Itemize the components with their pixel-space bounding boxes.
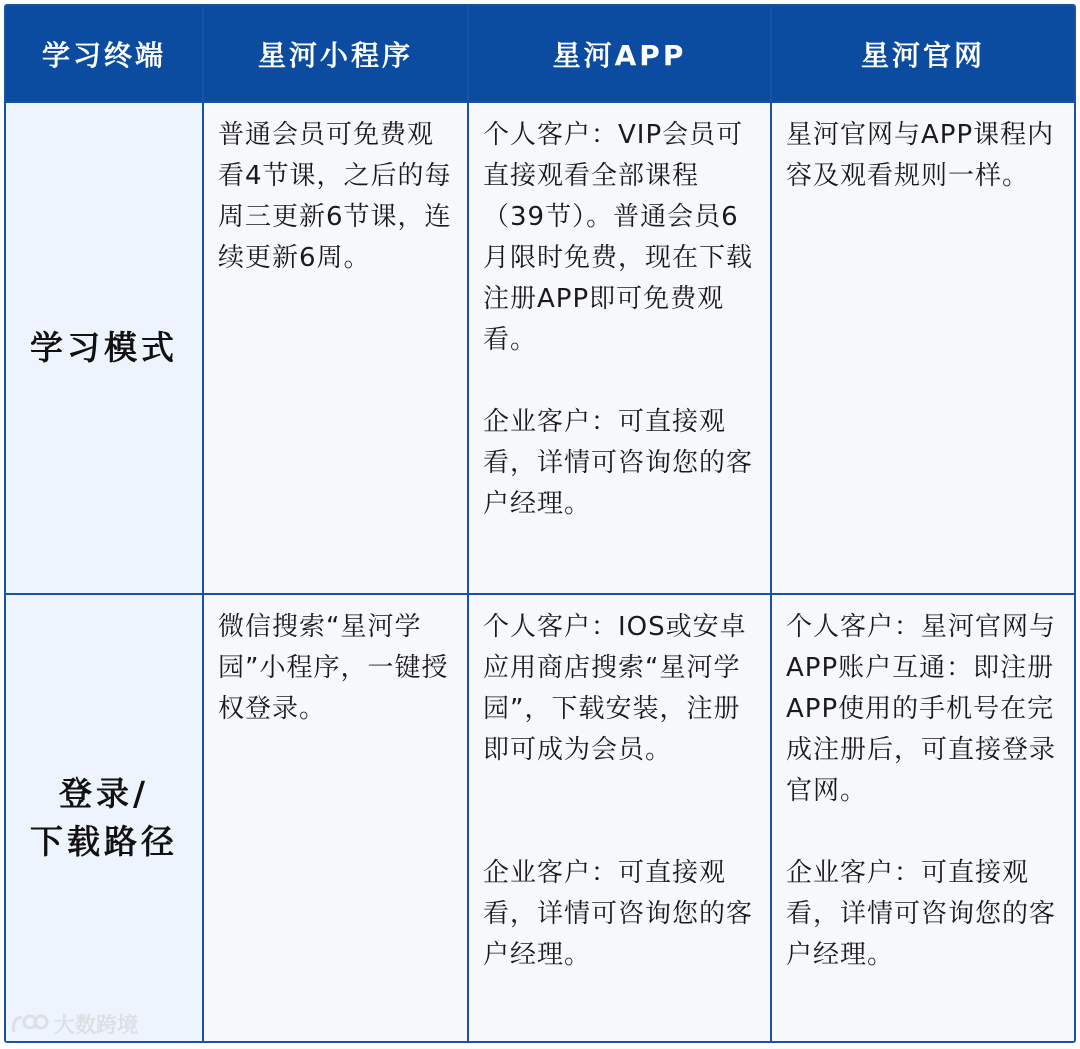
header-website: 星河官网 bbox=[771, 6, 1074, 102]
cell-study-mode-mini-program bbox=[203, 102, 468, 594]
watermark bbox=[10, 1009, 138, 1039]
header-terminal: 学习终端 bbox=[6, 6, 203, 102]
row-study-mode bbox=[6, 102, 1074, 594]
watermark-logo-icon bbox=[10, 1012, 50, 1036]
cell-text: 普通会员可免费观看4节课，之后的每周三更新6节课，连续更新6周。 bbox=[218, 120, 452, 273]
row-label-login-download bbox=[6, 594, 203, 1041]
cell-text: 企业客户：可直接观看，详情可咨询您的客户经理。 bbox=[786, 858, 1057, 970]
cell-text: 企业客户：可直接观看，详情可咨询您的客户经理。 bbox=[483, 407, 754, 519]
cell-study-mode-app bbox=[468, 102, 771, 594]
cell-login-mini-program bbox=[203, 594, 468, 1041]
cell-study-mode-website bbox=[771, 102, 1074, 594]
cell-text: 企业客户：可直接观看，详情可咨询您的客户经理。 bbox=[483, 858, 754, 970]
row-label-line: 登录/ bbox=[58, 774, 150, 813]
row-label-line: 下载路径 bbox=[30, 822, 178, 861]
cell-login-app bbox=[468, 594, 771, 1041]
watermark-text: 大数跨境 bbox=[54, 1013, 138, 1037]
cell-text: 星河官网与APP课程内容及观看规则一样。 bbox=[786, 120, 1055, 191]
header-mini-program: 星河小程序 bbox=[203, 6, 468, 102]
row-label-line: 学习模式 bbox=[30, 328, 178, 367]
cell-login-website bbox=[771, 594, 1074, 1041]
row-label-study-mode bbox=[6, 102, 203, 594]
header-row bbox=[6, 6, 1074, 102]
row-login-download bbox=[6, 594, 1074, 1041]
cell-text: 个人客户：VIP会员可直接观看全部课程（39节）。普通会员6月限时免费，现在下载注册APP即可免费观看。 bbox=[483, 120, 754, 355]
cell-text: 个人客户：IOS或安卓应用商店搜索“星河学园”，下载安装，注册即可成为会员。 bbox=[483, 612, 747, 765]
cell-text: 微信搜索“星河学园”小程序，一键授权登录。 bbox=[218, 612, 449, 724]
comparison-table bbox=[6, 6, 1074, 1041]
header-app: 星河APP bbox=[468, 6, 771, 102]
comparison-table-frame bbox=[4, 4, 1076, 1043]
cell-text: 个人客户：星河官网与APP账户互通：即注册APP使用的手机号在完成注册后，可直接登录官网。 bbox=[786, 612, 1057, 806]
